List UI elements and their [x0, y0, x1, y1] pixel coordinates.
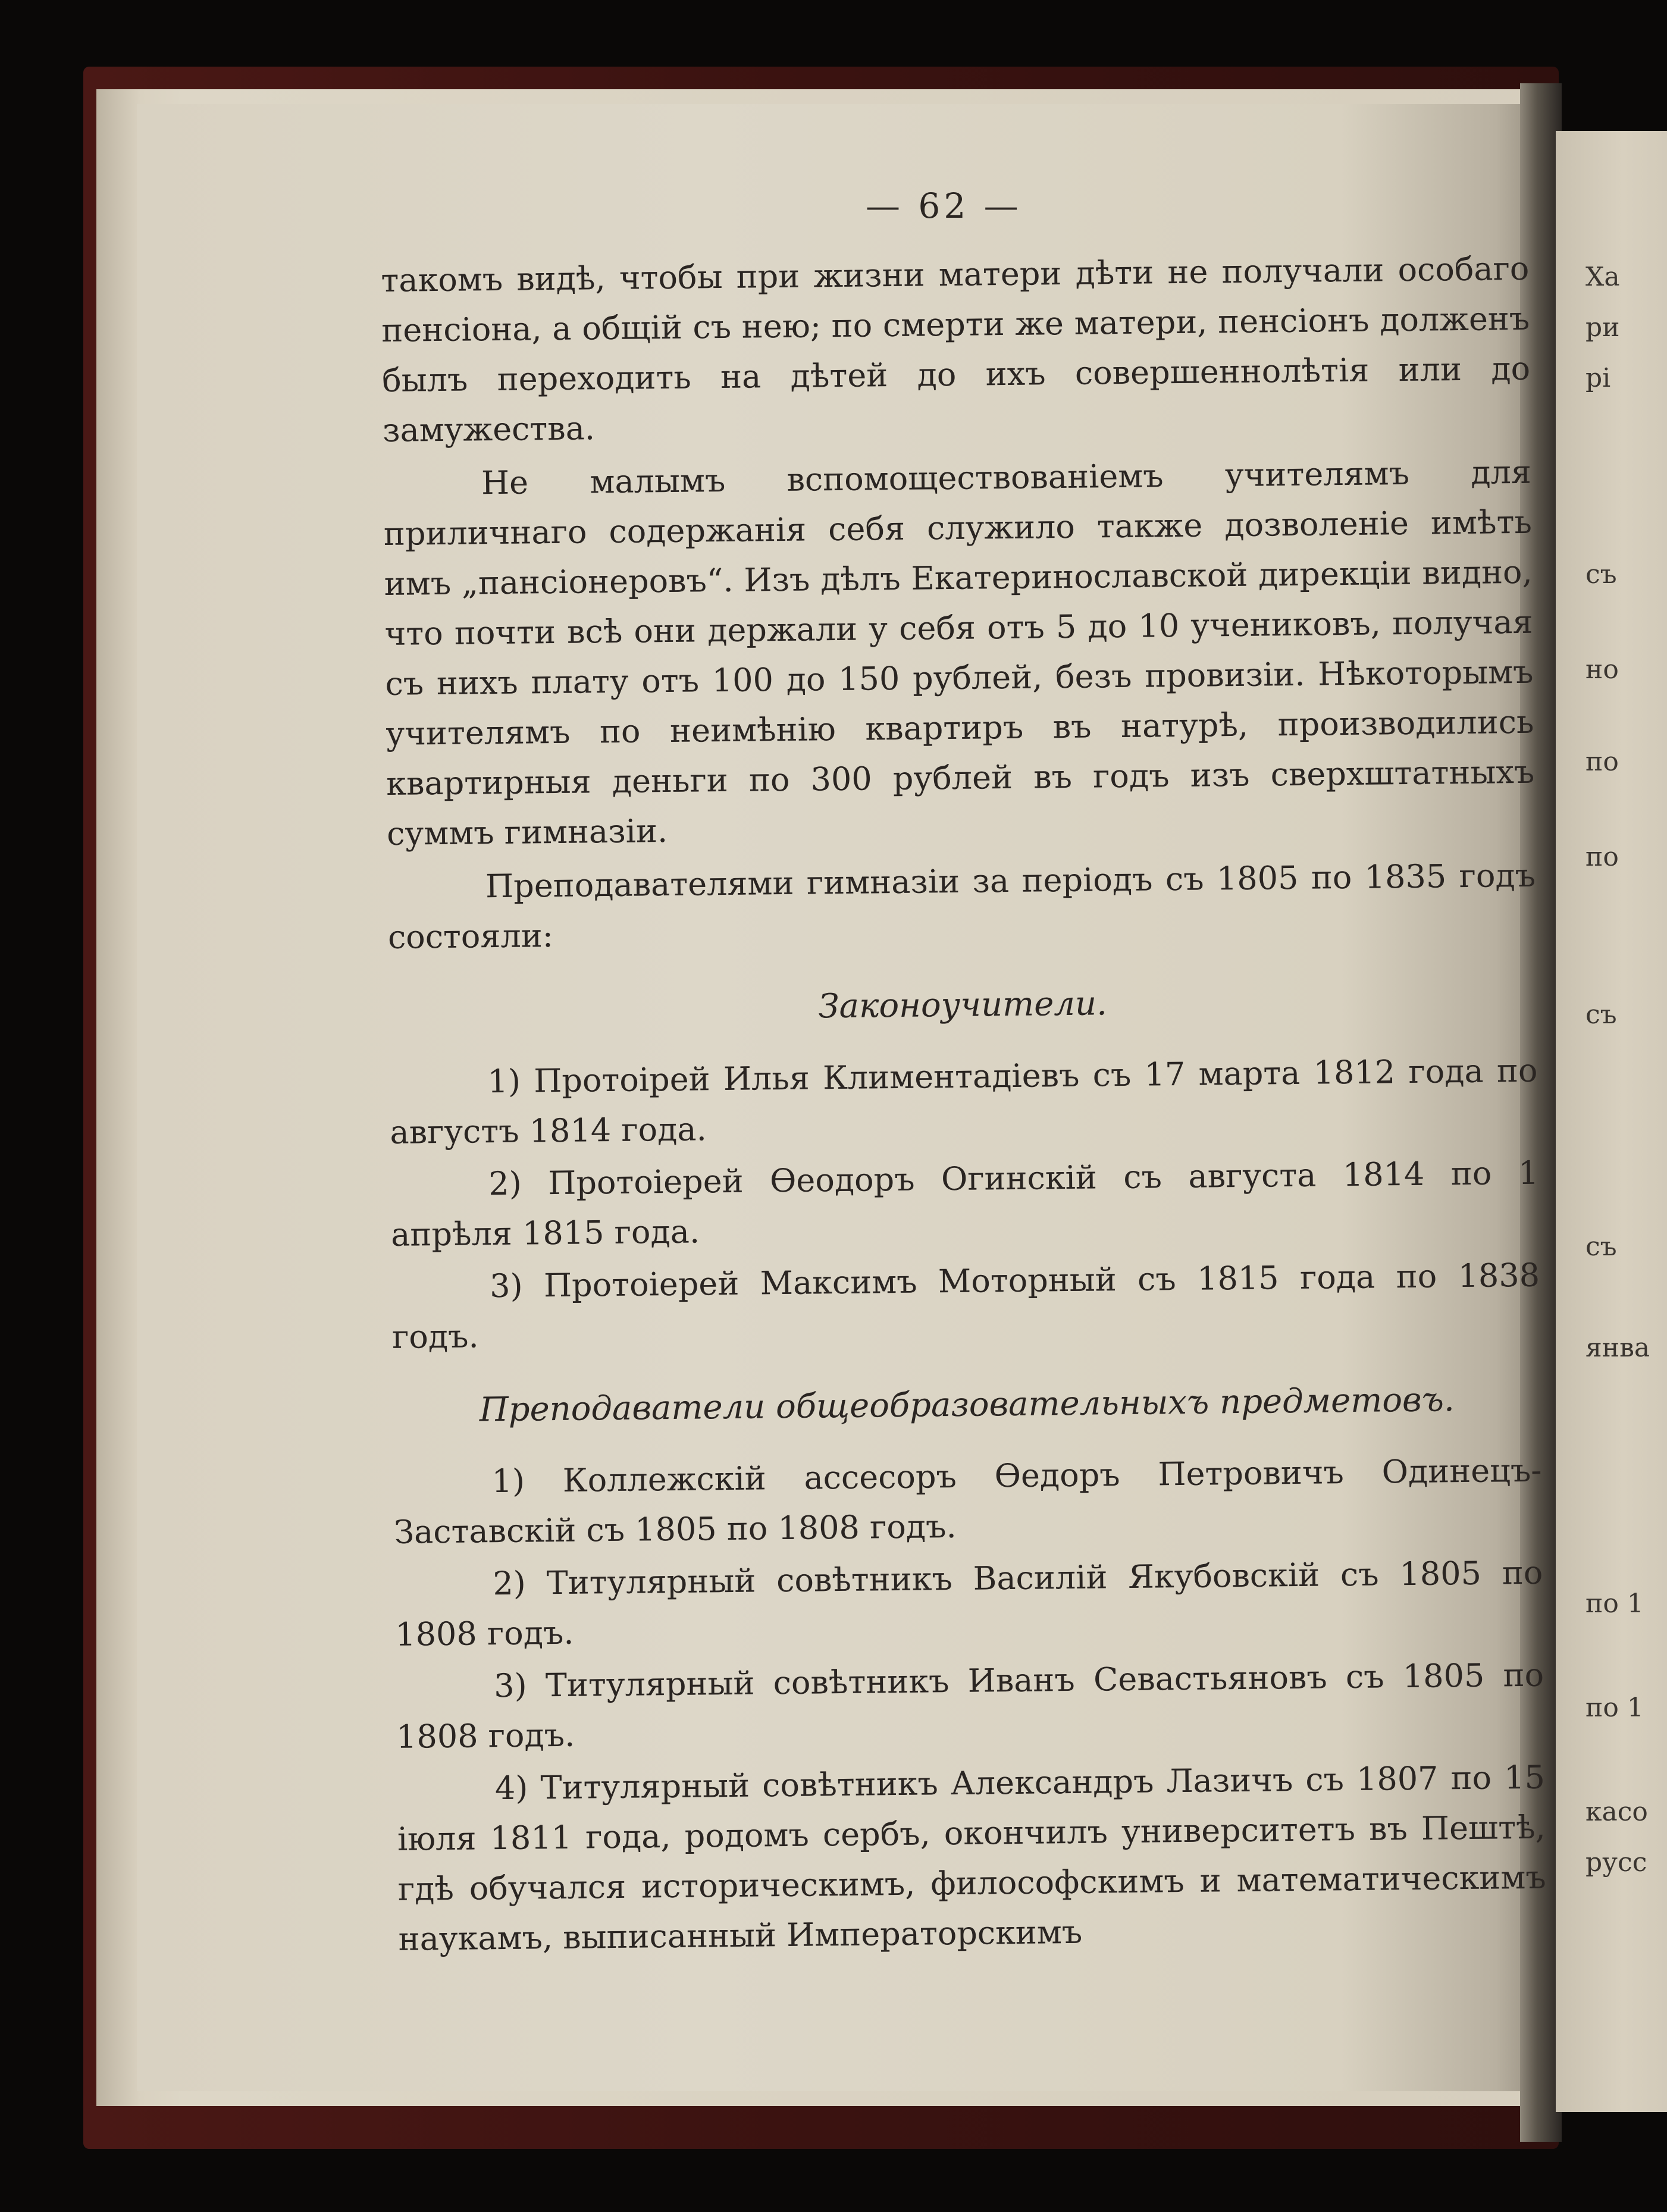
facing-page-fragment: съ — [1585, 559, 1617, 590]
facing-page-fragment: по 1 — [1585, 1588, 1644, 1619]
facing-page-fragment: русс — [1585, 1847, 1647, 1878]
facing-page-fragment: рі — [1585, 363, 1611, 393]
page-number: — 62 — — [866, 186, 1022, 226]
page-text — [381, 244, 1547, 1965]
paragraph: Преподавателями гимназіи за періодъ съ 1805 по 1835 годъ состояли: — [387, 856, 1536, 956]
list-item: 3) Протоіерей Максимъ Моторный съ 1815 года по 1838 годъ. — [391, 1256, 1540, 1356]
paragraph: такомъ видѣ, чтобы при жизни матери дѣти не получали особаго пенсіона, а общій съ нею; по смерти же матери, пенсіонъ долженъ былъ переходить на дѣтей до ихъ совершеннолѣтія или до замужества. — [381, 249, 1531, 449]
facing-page-fragment: по — [1585, 747, 1619, 777]
section-heading: Преподаватели общеобразовательныхъ предметовъ. — [479, 1380, 1455, 1430]
facing-page-fragment: съ — [1585, 1000, 1617, 1030]
facing-page-fragment: съ — [1585, 1232, 1617, 1262]
list-item: 1) Коллежскій ассесоръ Ѳедоръ Петровичъ Одинецъ-Заставскій съ 1805 по 1808 годъ. — [394, 1451, 1542, 1551]
facing-page-fragment: ри — [1585, 312, 1620, 343]
facing-page-fragment: по — [1585, 842, 1619, 872]
paragraph: Не малымъ вспомоществованіемъ учителямъ для приличнаго содержанія себя служило также дозволеніе имѣть имъ „пансіонеровъ“. Изъ дѣлъ Екатеринославской дирекціи видно, что почти всѣ они держали у себя отъ 5 до 10 учениковъ, получая съ нихъ плату отъ 100 до 150 рублей, безъ провизіи. Нѣкоторымъ учителямъ по неимѣнію квартиръ въ натурѣ, производились квартирныя деньги по 300 рублей въ годъ изъ сверхштатныхъ суммъ гимназіи. — [383, 453, 1535, 853]
facing-page-fragment: касо — [1585, 1797, 1648, 1827]
list-item: 3) Титулярный совѣтникъ Иванъ Севастьяновъ съ 1805 по 1808 годъ. — [396, 1656, 1544, 1756]
list-item: 4) Титулярный совѣтникъ Александръ Лазичъ съ 1807 по 15 іюля 1811 года, родомъ сербъ, окончилъ университетъ въ Пештѣ, гдѣ обучался историческимъ, философскимъ и математическимъ наукамъ, выписанный Императорскимъ — [397, 1758, 1546, 1958]
facing-page-fragment: Ха — [1585, 262, 1620, 292]
list-item: 2) Титулярный совѣтникъ Василій Якубовскій съ 1805 по 1808 годъ. — [394, 1553, 1543, 1653]
list-item: 1) Протоірей Илья Климентадіевъ съ 17 марта 1812 года по августъ 1814 года. — [390, 1051, 1538, 1151]
facing-page-fragment: но — [1585, 654, 1619, 685]
facing-page-fragment: по 1 — [1585, 1693, 1644, 1723]
list-item: 2) Протоіерей Ѳеодоръ Огинскій съ августа 1814 по 1 апрѣля 1815 года. — [390, 1154, 1539, 1254]
section-heading: Законоучители. — [818, 984, 1108, 1026]
facing-page-fragment: янва — [1585, 1333, 1650, 1363]
